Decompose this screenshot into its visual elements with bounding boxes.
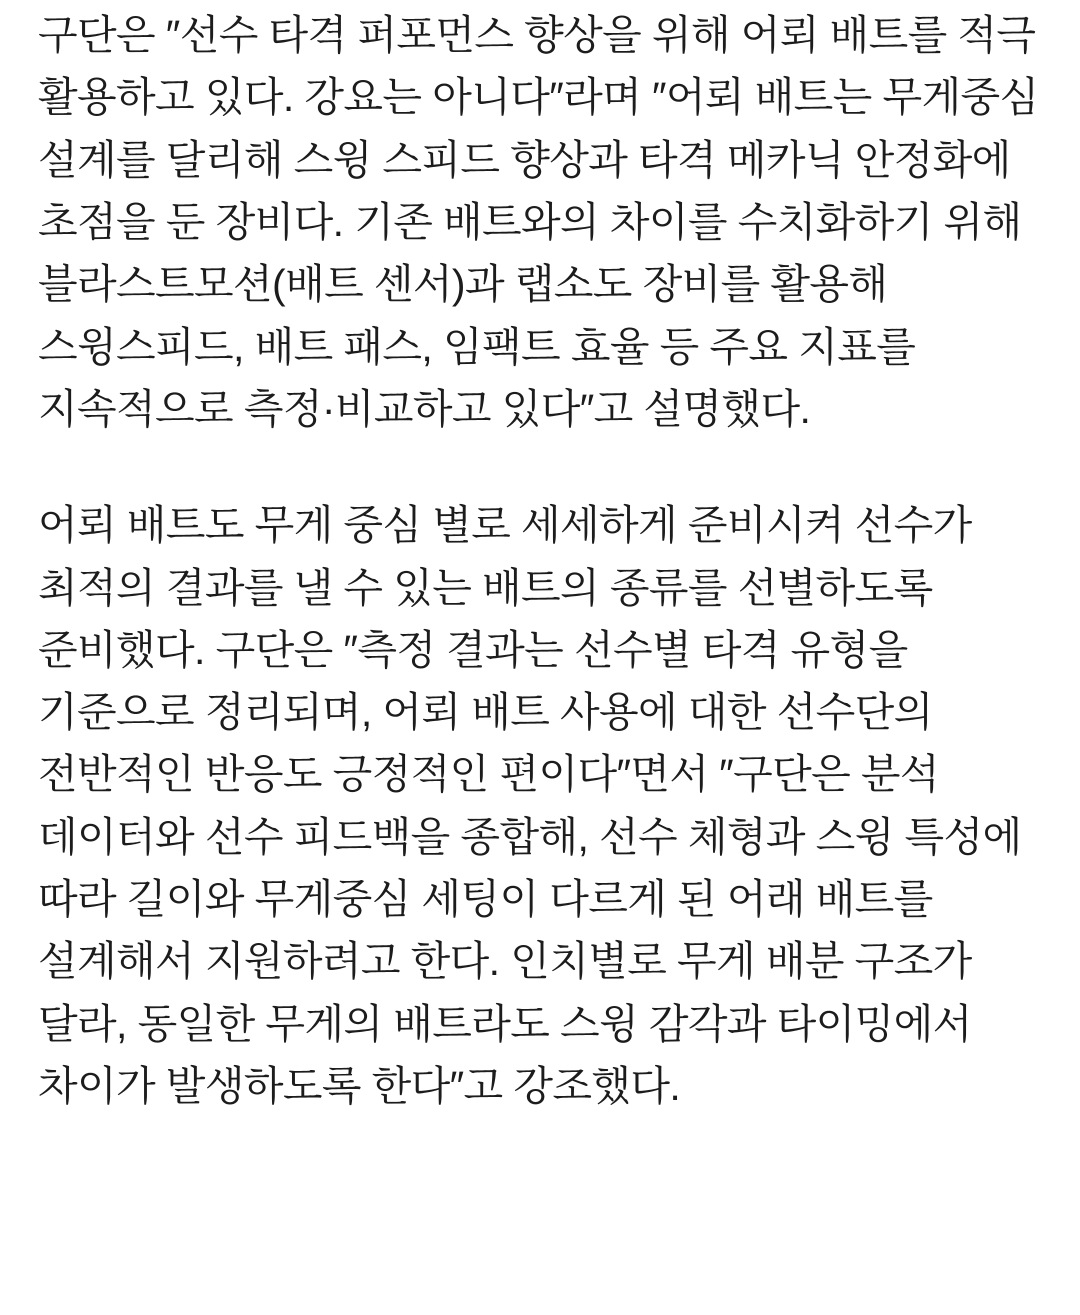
article-paragraph: 어뢰 배트도 무게 중심 별로 세세하게 준비시켜 선수가 최적의 결과를 낼 수 있는 배트의 종류를 선별하도록 준비했다. 구단은 ″측정 결과는 선수별 타격 유형을 기준으로 정리되며, 어뢰 배트 사용에 대한 선수단의 전반적인 반응도 긍정적인 편이다″면서 ″구단은 분석 데이터와 선수 피드백을 종합해, 선수 체형과 스윙 특성에 따라 길이와 무게중심 세팅이 다르게 된 어래 배트를 설계해서 지원하려고 한다. 인치별로 무게 배분 구조가 달라, 동일한 무게의 배트라도 스윙 감각과 타이밍에서 차이가 발생하도록 한다″고 강조했다.	[38, 502, 1022, 1109]
article-paragraph: 구단은 ″선수 타격 퍼포먼스 향상을 위해 어뢰 배트를 적극 활용하고 있다. 강요는 아니다″라며 ″어뢰 배트는 무게중심 설계를 달리해 스윙 스피드 향상과 타격 메카닉 안정화에 초점을 둔 장비다. 기존 배트와의 차이를 수치화하기 위해 블라스트모션(배트 센서)과 랩소도 장비를 활용해 스윙스피드, 배트 패스, 임팩트 효율 등 주요 지표를 지속적으로 측정·비교하고 있다″고 설명했다.	[38, 12, 1039, 432]
